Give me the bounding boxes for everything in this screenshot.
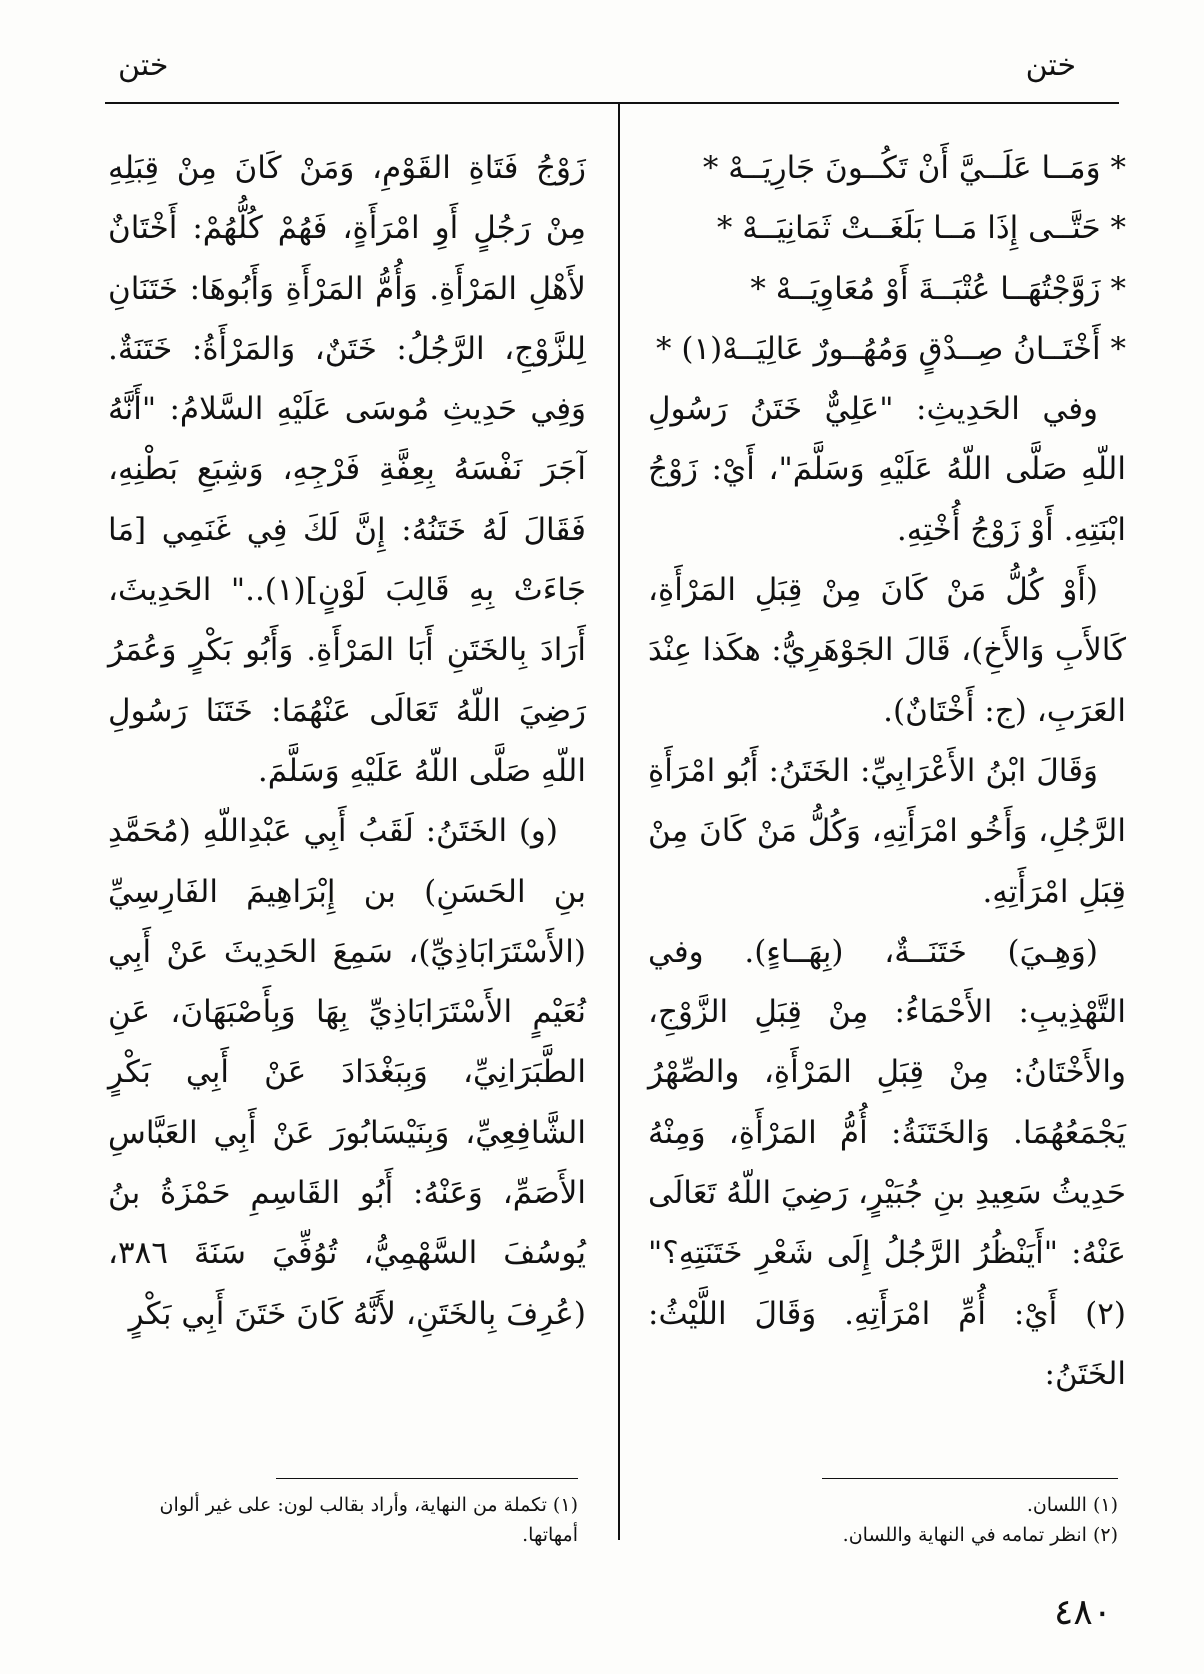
footnote-rule-right <box>822 1478 1118 1479</box>
verse-line: * وَمَــا عَلَــيَّ أَنْ تَكُــونَ جَارِيَــهْ * <box>702 150 1126 186</box>
footnotes-left <box>108 1490 578 1550</box>
verse-line: * أَخْتَــانُ صِــدْقٍ وَمُهُــورٌ عَالِيَــهْ(١) * <box>656 330 1126 367</box>
footnote-rule-left <box>276 1478 578 1479</box>
text-paragraph: (وَهِـيَ) خَتَنَــةٌ، (بِهَــاءٍ). وفي التَّهْذِيبِ: الأَحْمَاءُ: مِنْ قِبَلِ الزَّوْجِ، والأَخْتَانُ: مِنْ قِبَلِ المَرْأَةِ، والصِّهْرُ يَجْمَعُهُمَا. وَالخَتَنَةُ: أُمُّ المَرْأَةِ، وَمِنْهُ حَدِيثُ سَعِيدِ بنِ جُبَيْرٍ، رَضِيَ اللّهُ تَعَالَى عَنْهُ: "أَيَنْظُرُ الرَّجُلُ إِلَى شَعْرِ خَتَنَتِهِ؟"(٢) أَيْ: أُمِّ امْرَأَتِهِ. وَقَالَ اللَّيْثُ: الخَتَنُ: <box>648 933 1126 1392</box>
footnote: (٢) انظر تمامه في النهاية واللسان. <box>842 1524 1118 1546</box>
footnotes-right <box>648 1490 1118 1550</box>
header-rule <box>105 102 1119 104</box>
page-number: ٤٨٠ <box>1053 1592 1112 1633</box>
running-header-right: ختن <box>1025 48 1076 83</box>
column-divider <box>618 104 620 1540</box>
verse-line: * حَتَّــى إِذَا مَــا بَلَغَــتْ ثَمَانِيَــهْ * <box>716 210 1126 247</box>
text-paragraph: (و) الخَتَنُ: لَقَبُ أَبِي عَبْدِاللّهِ (مُحَمَّدِ بنِ الحَسَنِ) بن إِبْرَاهِيمَ الفَارِسِيِّ (الأَسْتَرَابَاذِيِّ)، سَمِعَ الحَدِيثَ عَنْ أَبِي نُعَيْمٍ الأَسْتَرَابَاذِيِّ بِهَا وَبِأَصْبَهَانَ، عَنِ الطَّبَرَانِيِّ، وَبِبَغْدَادَ عَنْ أَبِي بَكْرٍ الشَّافِعِيِّ، وَبِنَيْسَابُورَ عَنْ أَبِي العَبَّاسِ الأَصَمِّ، وَعَنْهُ: أَبُو القَاسِمِ حَمْزَةُ بنُ يُوسُفَ السَّهْمِيُّ، تُوُفِّيَ سَنَةَ ٣٨٦، (عُرِفَ بِالخَتَنِ، لأَنَّهُ كَانَ خَتَنَ أَبِي بَكْرٍ <box>108 813 586 1332</box>
text-paragraph: زَوْجُ فَتَاةِ القَوْمِ، وَمَنْ كَانَ مِنْ قِبَلِهِ مِنْ رَجُلٍ أَوِ امْرَأَةٍ، فَهُمْ كُلُّهُمْ: أَخْتَانٌ لأَهْلِ المَرْأَةِ. وَأُمُّ المَرْأَةِ وَأَبُوهَا: خَتَنَانِ لِلزَّوْجِ، الرَّجُلُ: خَتَنٌ، وَالمَرْأَةُ: خَتَنَةٌ. وَفِي حَدِيثِ مُوسَى عَلَيْهِ السَّلامُ: "أَنَّهُ آجَرَ نَفْسَهُ بِعِفَّةِ فَرْجِهِ، وَشِبَعِ بَطْنِهِ، فَقَالَ لَهُ خَتَنُهُ: إِنَّ لَكَ فِي غَنَمِي [مَا جَاءَتْ بِهِ قَالِبَ لَوْنٍ](١).." الحَدِيثَ، أَرَادَ بِالخَتَنِ أَبَا المَرْأَةِ. وَأَبُو بَكْرٍ وَعُمَرُ رَضِيَ اللّهُ تَعَالَى عَنْهُمَا: خَتَنَا رَسُولِ اللّهِ صَلَّى اللّهُ عَلَيْهِ وَسَلَّمَ. <box>108 150 586 789</box>
text-paragraph: وَقَالَ ابْنُ الأَعْرَابِيِّ: الخَتَنُ: أَبُو امْرَأَةِ الرَّجُلِ، وَأَخُو امْرَأَتِهِ، وَكُلُّ مَنْ كَانَ مِنْ قِبَلِ امْرَأَتِهِ. <box>648 752 1126 910</box>
right-column <box>648 138 1126 1404</box>
left-column <box>108 138 586 1344</box>
footnote: (١) تكملة من النهاية، وأراد بقالب لون: على غير ألوان أمهاتها. <box>159 1494 578 1546</box>
running-header-left: ختن <box>118 48 169 83</box>
footnote: (١) اللسان. <box>1026 1494 1118 1516</box>
text-paragraph: (أَوْ كُلُّ مَنْ كَانَ مِنْ قِبَلِ المَرْأَةِ، كَالأَبِ وَالأَخِ)، قَالَ الجَوْهَرِيُّ: هكَذا عِنْدَ العَرَبِ، (ج: أَخْتَانٌ). <box>648 572 1126 729</box>
verse-line: * زَوَّجْتُهَــا عُتْبَــةَ أَوْ مُعَاوِيَــهْ * <box>750 270 1126 307</box>
text-paragraph: وفي الحَدِيثِ: "عَلِيٌّ خَتَنُ رَسُولِ اللّهِ صَلَّى اللّهُ عَلَيْهِ وَسَلَّمَ"، أَيْ: زَوْجُ ابْنَتِهِ. أَوْ زَوْجُ أُخْتِهِ. <box>648 391 1126 548</box>
